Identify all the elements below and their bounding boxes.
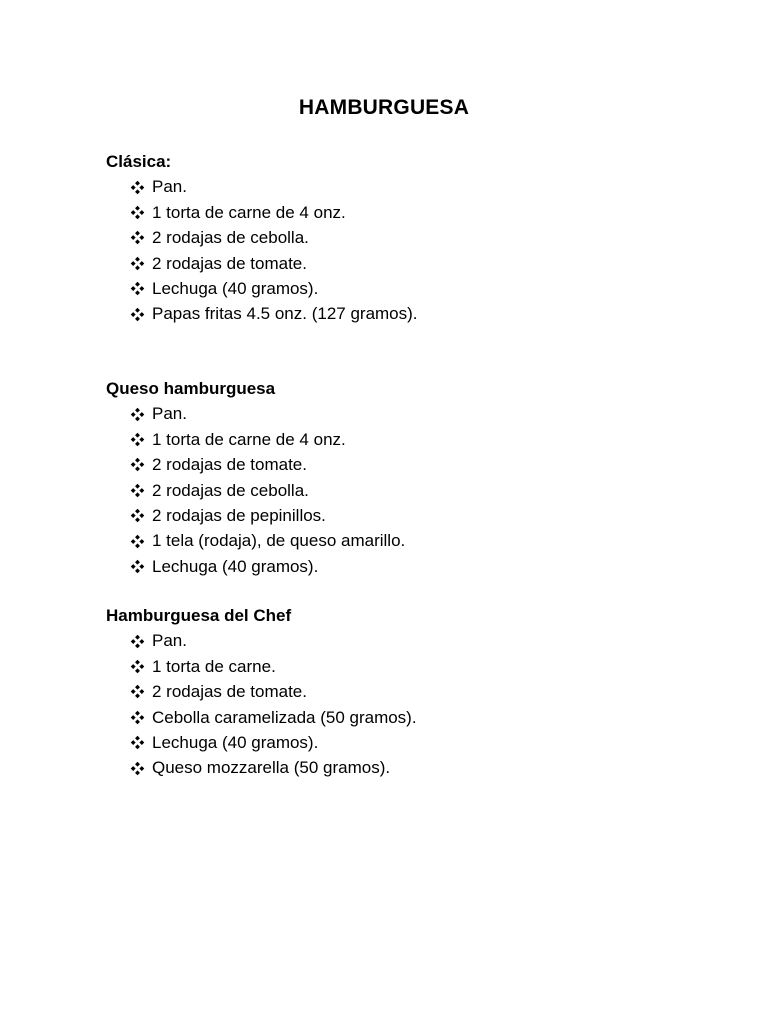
- four-diamond-bullet-icon: [130, 659, 145, 674]
- list-item: [106, 478, 726, 503]
- list-item-text: 1 torta de carne.: [152, 656, 276, 676]
- list-item: [106, 301, 726, 326]
- list-item-text: Lechuga (40 gramos).: [152, 732, 319, 752]
- four-diamond-bullet-icon: [130, 761, 145, 776]
- list-item-text: 2 rodajas de cebolla.: [152, 480, 309, 500]
- four-diamond-bullet-icon: [130, 684, 145, 699]
- list-item: [106, 200, 726, 225]
- list-item: [106, 251, 726, 276]
- list-item: [106, 730, 726, 755]
- four-diamond-bullet-icon: [130, 483, 145, 498]
- ingredient-list: [106, 628, 726, 780]
- list-item-text: Pan.: [152, 177, 187, 197]
- four-diamond-bullet-icon: [130, 634, 145, 649]
- list-item-text: 1 tela (rodaja), de queso amarillo.: [152, 531, 406, 551]
- list-item-text: Lechuga (40 gramos).: [152, 556, 319, 576]
- list-item-text: 1 torta de carne de 4 onz.: [152, 202, 346, 222]
- list-item: [106, 503, 726, 528]
- four-diamond-bullet-icon: [130, 710, 145, 725]
- four-diamond-bullet-icon: [130, 230, 145, 245]
- four-diamond-bullet-icon: [130, 180, 145, 195]
- four-diamond-bullet-icon: [130, 281, 145, 296]
- list-item-text: 2 rodajas de tomate.: [152, 253, 307, 273]
- four-diamond-bullet-icon: [130, 508, 145, 523]
- four-diamond-bullet-icon: [130, 457, 145, 472]
- list-item-text: Queso mozzarella (50 gramos).: [152, 758, 391, 778]
- four-diamond-bullet-icon: [130, 307, 145, 322]
- four-diamond-bullet-icon: [130, 256, 145, 271]
- list-item-text: Pan.: [152, 631, 187, 651]
- list-item-text: Papas fritas 4.5 onz. (127 gramos).: [152, 304, 418, 324]
- document-title: HAMBURGUESA: [298, 96, 470, 119]
- list-item: [106, 705, 726, 730]
- ingredient-list: [106, 174, 726, 326]
- recipe-section: [106, 376, 726, 579]
- list-item-text: 2 rodajas de pepinillos.: [152, 505, 326, 525]
- list-item-text: 1 torta de carne de 4 onz.: [152, 429, 346, 449]
- list-item-text: 2 rodajas de tomate.: [152, 455, 307, 475]
- list-item-text: Pan.: [152, 404, 187, 424]
- list-item: [106, 401, 726, 426]
- four-diamond-bullet-icon: [130, 559, 145, 574]
- ingredient-list: [106, 401, 726, 579]
- list-item-text: Cebolla caramelizada (50 gramos).: [152, 707, 417, 727]
- list-item: [106, 528, 726, 553]
- list-item: [106, 276, 726, 301]
- list-item-text: 2 rodajas de cebolla.: [152, 228, 309, 248]
- four-diamond-bullet-icon: [130, 205, 145, 220]
- list-item-text: 2 rodajas de tomate.: [152, 682, 307, 702]
- section-heading: Hamburguesa del Chef: [106, 606, 292, 625]
- four-diamond-bullet-icon: [130, 735, 145, 750]
- list-item: [106, 452, 726, 477]
- four-diamond-bullet-icon: [130, 407, 145, 422]
- list-item: [106, 427, 726, 452]
- recipe-section: [106, 603, 726, 781]
- section-heading: Queso hamburguesa: [106, 379, 276, 398]
- list-item: [106, 174, 726, 199]
- list-item: [106, 654, 726, 679]
- list-item: [106, 554, 726, 579]
- list-item: [106, 628, 726, 653]
- section-heading: Clásica:: [106, 152, 172, 171]
- list-item: [106, 755, 726, 780]
- four-diamond-bullet-icon: [130, 534, 145, 549]
- four-diamond-bullet-icon: [130, 432, 145, 447]
- list-item: [106, 225, 726, 250]
- list-item: [106, 679, 726, 704]
- list-item-text: Lechuga (40 gramos).: [152, 278, 319, 298]
- recipe-section: [106, 149, 726, 327]
